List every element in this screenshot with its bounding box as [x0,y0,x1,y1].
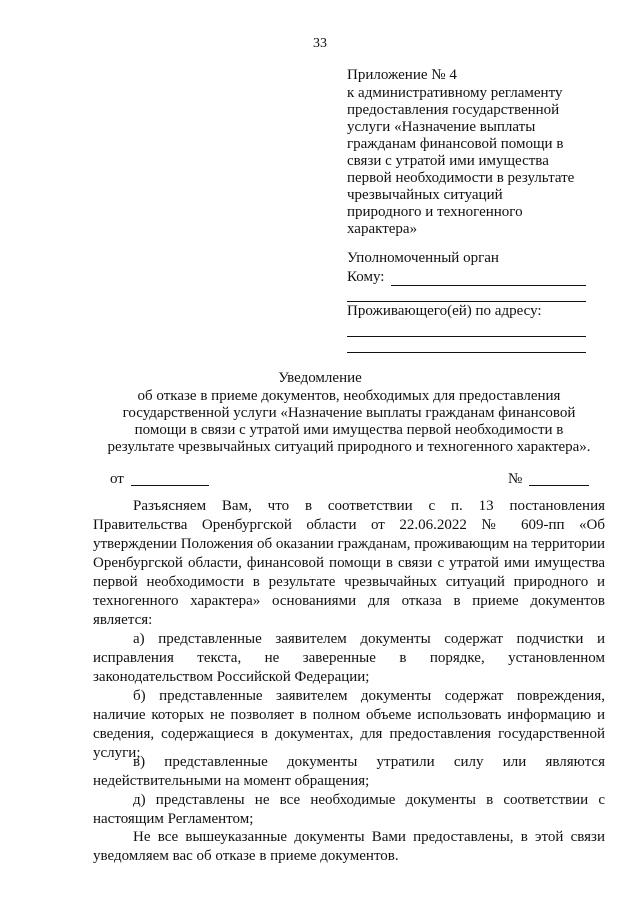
body-intro: Разъясняем Вам, что в соответствии с п. 13 постановления Правительства Оренбургской области от 22.06.2022 № 609-пп «Об утверждении Положения об оказании гражданам, проживающим на территории Оренбургской области, финансовой помощи в связи с утратой ими имущества первой необходимости в результате чрезвычайных ситуаций природного и техногенного характера» основаниями для отказа в приеме документов является: [93,498,605,628]
date-field-line[interactable] [131,485,209,486]
number-field-line[interactable] [529,485,589,486]
annex-text: к административному регламенту предоставления государственной услуги «Назначение выплаты гражданам финансовой помощи в связи с утратой ими имущества первой необходимости в результате чрезвычайных ситуаций природного и техногенного характера» [347,85,575,237]
ground-item-b: б) представленные заявителем документы содержат повреждения, наличие которых не позволяет в полном объеме использовать информацию и сведения, содержащиеся в документах, для предоставления государственной услуги; [93,688,605,761]
notice-title: Уведомление [278,370,362,386]
notice-subject: об отказе в приеме документов, необходимых для предоставления государственной услуги «Назначение выплаты гражданам финансовой помощи в связи с утратой ими имущества первой необходимости в результате чрезвычайных ситуаций природного и техногенного характера». [107,388,591,455]
address-field-line-2[interactable] [347,352,586,353]
authority-label: Уполномоченный орган [347,250,499,266]
ground-item-a: а) представленные заявителем документы содержат подчистки и исправления текста, не заверенные в порядке, установленном законодательством Российской Федерации; [93,631,605,685]
ground-item-c: в) представленные документы утратили силу или являются недействительными на момент обращения; [93,754,605,789]
date-label: от [110,471,124,487]
ground-item-d: д) представлены не все необходимые документы в соответствии с настоящим Регламентом; [93,792,605,827]
address-field-line-1[interactable] [347,336,586,337]
body-conclusion: Не все вышеуказанные документы Вами предоставлены, в этой связи уведомляем вас об отказе в приеме документов. [93,829,605,864]
number-label: № [508,471,523,487]
page-number: 33 [313,36,327,51]
residing-address-label: Проживающего(ей) по адресу: [347,303,542,319]
to-label: Кому: [347,269,385,285]
annex-number: Приложение № 4 [347,67,457,83]
to-field-line-1[interactable] [391,285,586,286]
